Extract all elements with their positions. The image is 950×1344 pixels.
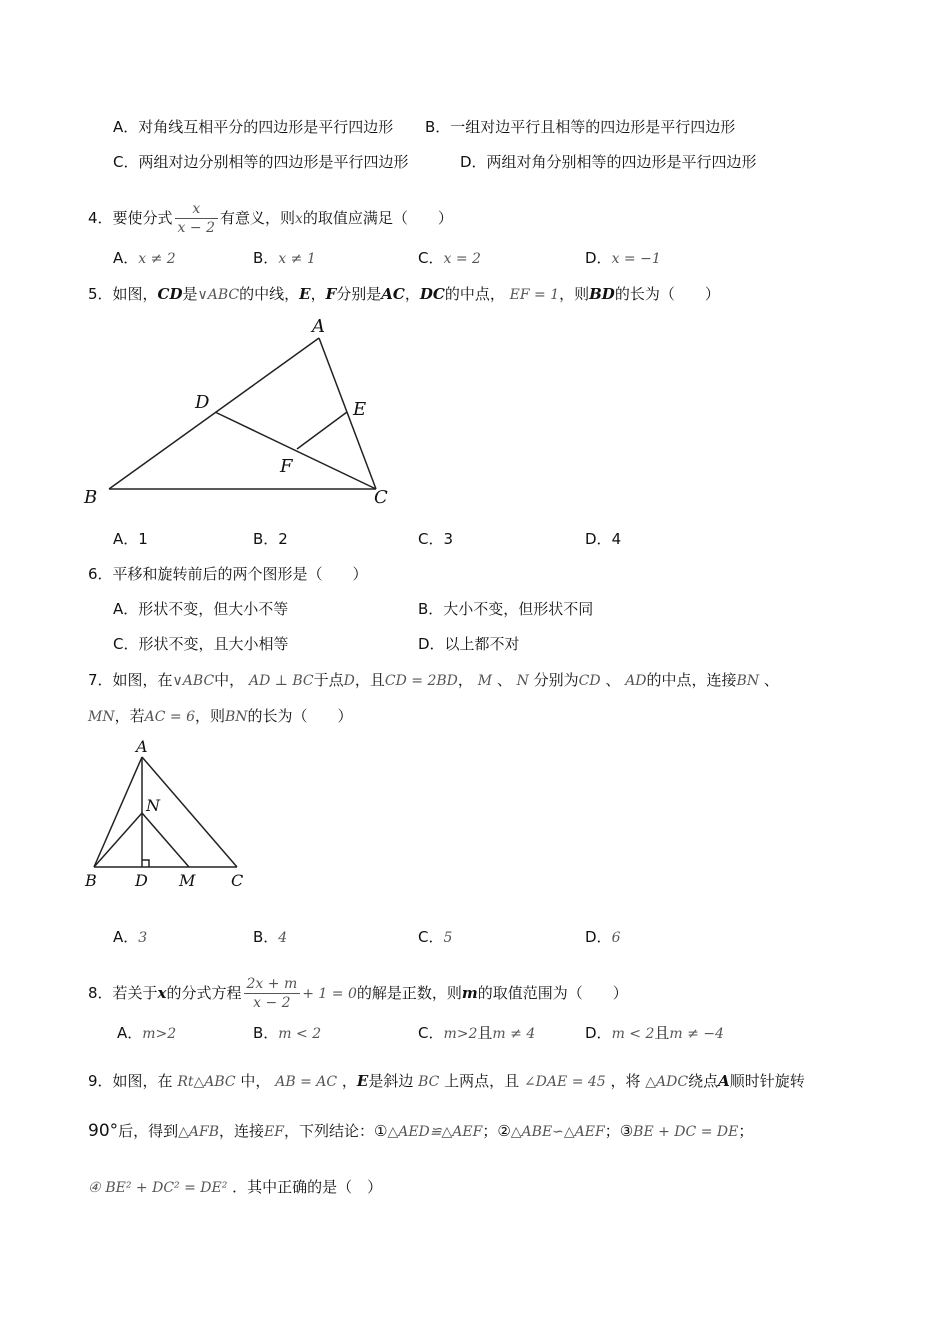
q5-option-c: C．3	[418, 530, 454, 548]
q4-option-c: C．x = 2	[418, 249, 481, 267]
q7-label-d: D	[135, 871, 148, 890]
q4-frac-denominator: x − 2	[175, 218, 218, 237]
q4-option-b: B．x ≠ 1	[253, 249, 316, 267]
q7-label-b: B	[85, 871, 97, 890]
q7-option-b: B．4	[253, 928, 288, 946]
q7-segment-bn	[94, 813, 142, 867]
q5-triangle-figure	[80, 310, 400, 510]
q7-stem-line1: 7．如图，在∨ABC中， AD ⊥ BC于点D，且CD = 2BD， M 、 N 分别为CD 、 AD的中点，连接BN 、	[88, 671, 779, 689]
q7-label-m: M	[179, 871, 196, 890]
q4-text: 有意义，则	[219, 209, 295, 227]
q4-option-d: D．x = −1	[585, 249, 661, 267]
q8-option-a: A．m>2	[117, 1024, 177, 1042]
q3-option-a: A．对角线互相平分的四边形是平行四边形	[113, 118, 394, 136]
q8-option-b: B．m < 2	[253, 1024, 322, 1042]
q5-option-b: B．2	[253, 530, 288, 548]
q4-text: 的取值应满足（ ）	[302, 209, 453, 227]
q6-option-d: D．以上都不对	[418, 635, 520, 653]
q7-label-a: A	[136, 737, 148, 756]
q5-label-d: D	[195, 392, 210, 413]
q4-stem	[88, 200, 453, 237]
q4-fraction	[175, 200, 218, 237]
q5-label-f: F	[280, 456, 293, 477]
q5-label-a: A	[312, 316, 325, 337]
q5-label-e: E	[353, 399, 367, 420]
q5-label-b: B	[84, 487, 98, 508]
q4-var: x	[295, 211, 303, 227]
q4-frac-numerator: x	[192, 201, 201, 217]
q5-stem: 5．如图，CD是∨ABC的中线，E，F分别是AC，DC的中点， EF = 1，则BD的长为（ ）	[88, 285, 720, 303]
q8-stem: 8．若关于x的分式方程 $\frac{2x + m}{x - 2}$ + 1 = 0的解是正数，则m的取值范围为（ ）	[88, 976, 628, 1011]
q9-stem-line3: ④ BE² + DC² = DE² ．其中正确的是（ ）	[88, 1178, 383, 1196]
q4-text: 4．要使分式	[88, 209, 173, 227]
q5-segment-fe	[297, 412, 347, 449]
q9-stem-line2: 90°后，得到△AFB，连接EF，下列结论：①△AED≌△AEF；②△ABE∽△AEF；③BE + DC = DE；	[88, 1121, 754, 1141]
q8-option-d: D．m < 2且m ≠ −4	[585, 1024, 724, 1042]
q7-triangle-figure	[80, 735, 260, 895]
q6-option-b: B．大小不变，但形状不同	[418, 600, 594, 618]
q8-fraction: $\frac{2x + m}{x - 2}$	[244, 975, 301, 1012]
q5-label-c: C	[374, 487, 388, 508]
q6-option-a: A．形状不变，但大小不等	[113, 600, 289, 618]
q7-segment-nm	[142, 813, 189, 867]
q6-option-c: C．形状不变，且大小相等	[113, 635, 289, 653]
q7-label-n: N	[146, 796, 160, 815]
q7-stem-line2: MN，若AC = 6，则BN的长为（ ）	[88, 707, 353, 725]
q7-segment-ba	[94, 757, 142, 867]
q7-right-angle-mark	[142, 860, 149, 867]
q6-stem: 6．平移和旋转前后的两个图形是（ ）	[88, 565, 368, 583]
q3-option-d: D．两组对角分别相等的四边形是平行四边形	[460, 153, 757, 171]
q9-stem-line1: 9．如图，在 Rt△ABC 中， AB = AC ，E是斜边 BC 上两点，且 ∠DAE = 45 ，将 △ADC绕点A顺时针旋转	[88, 1072, 805, 1090]
q5-option-a: A．1	[113, 530, 148, 548]
q7-label-c: C	[231, 871, 244, 890]
q5-option-d: D．4	[585, 530, 622, 548]
q3-option-b: B．一组对边平行且相等的四边形是平行四边形	[425, 118, 736, 136]
q7-option-d: D．6	[585, 928, 621, 946]
q4-option-a: A．x ≠ 2	[113, 249, 176, 267]
q8-option-c: C．m>2且m ≠ 4	[418, 1024, 536, 1042]
q3-option-c: C．两组对边分别相等的四边形是平行四边形	[113, 153, 409, 171]
q7-option-c: C．5	[418, 928, 453, 946]
q7-option-a: A．3	[113, 928, 148, 946]
